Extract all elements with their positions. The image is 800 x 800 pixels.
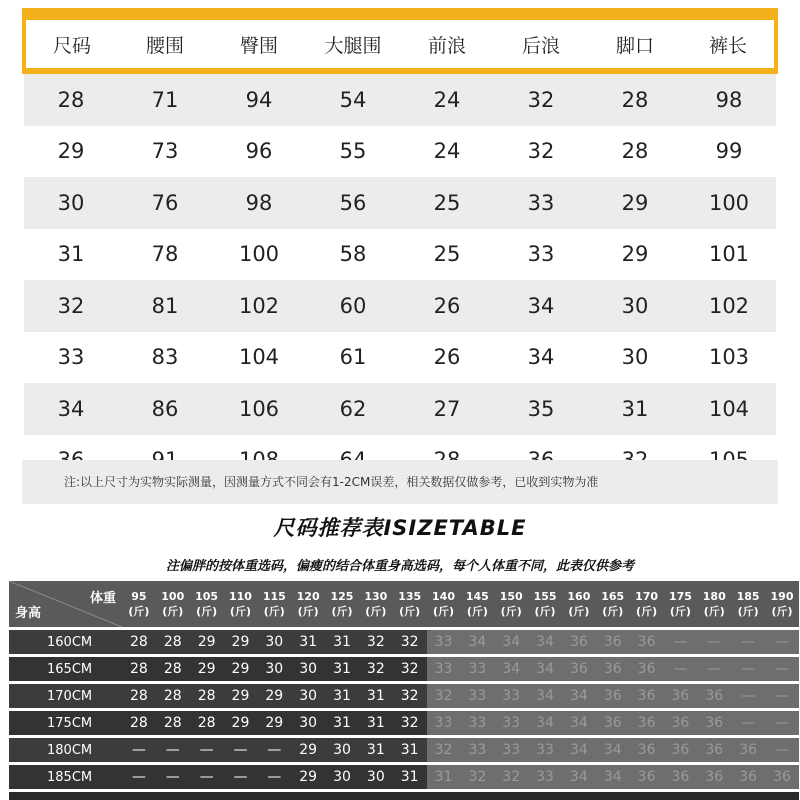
size-row: [24, 332, 776, 384]
recommended-size-cell: 34: [460, 630, 494, 657]
size-column-header: 脚口: [588, 14, 682, 71]
weight-column-header: [562, 581, 596, 630]
weight-header-row: [9, 581, 799, 630]
recommended-size-cell: 33: [460, 738, 494, 765]
recommended-size-cell: 36: [697, 765, 731, 792]
size-row: [24, 126, 776, 178]
measurement-note: 注:以上尺寸为实物实际测量，因测量方式不同会有1-2CM误差，相关数据仅做参考，已收到实物为准: [22, 460, 778, 504]
size-cell: 29: [588, 177, 682, 229]
weight-column-header: [427, 581, 461, 630]
recommended-size-cell: 36: [630, 684, 664, 711]
recommended-size-cell: 31: [325, 630, 359, 657]
recommended-size-cell: 36: [630, 711, 664, 738]
weight-value: 125: [330, 590, 354, 603]
recommended-size-cell: 34: [596, 765, 630, 792]
size-cell: 100: [682, 177, 776, 229]
recommended-size-cell: 32: [393, 630, 427, 657]
recommended-size-cell: 28: [156, 630, 190, 657]
size-cell: 26: [400, 332, 494, 384]
size-cell: 26: [400, 280, 494, 332]
weight-value: 110: [228, 590, 252, 603]
size-cell: 106: [212, 383, 306, 435]
recommended-size-cell: 32: [460, 765, 494, 792]
recommended-size-cell: —: [190, 765, 224, 792]
size-cell: 102: [212, 280, 306, 332]
weight-value: 190: [770, 590, 794, 603]
recommended-size-cell: 28: [122, 684, 156, 711]
size-column-header: 后浪: [494, 14, 588, 71]
size-cell: 24: [400, 71, 494, 126]
recommended-size-cell: 30: [291, 657, 325, 684]
recommended-size-cell: 29: [257, 684, 291, 711]
size-cell: 32: [494, 71, 588, 126]
weight-value: 170: [635, 590, 659, 603]
recommended-size-cell: 28: [156, 684, 190, 711]
recommended-size-cell: 28: [156, 657, 190, 684]
size-cell: 94: [212, 71, 306, 126]
recommended-size-cell: —: [765, 738, 799, 765]
recommended-size-cell: 31: [325, 657, 359, 684]
height-row: [9, 711, 799, 738]
recommended-size-cell: 36: [596, 684, 630, 711]
recommended-size-cell: 30: [325, 765, 359, 792]
recommended-size-cell: 34: [494, 630, 528, 657]
size-cell: 104: [212, 332, 306, 384]
weight-unit: (斤): [297, 605, 319, 618]
weight-value: 120: [296, 590, 320, 603]
weight-unit: (斤): [432, 605, 455, 618]
recommended-size-cell: 29: [257, 711, 291, 738]
recommended-size-cell: —: [190, 738, 224, 765]
recommended-size-cell: 36: [697, 684, 731, 711]
weight-column-header: [697, 581, 731, 630]
recommended-size-cell: —: [765, 711, 799, 738]
size-row: [24, 177, 776, 229]
weight-value: 180: [702, 590, 726, 603]
weight-unit: (斤): [534, 605, 556, 618]
recommended-size-cell: 36: [596, 630, 630, 657]
recommended-size-cell: 34: [528, 657, 562, 684]
recommended-size-cell: 34: [528, 684, 562, 711]
size-cell: 27: [400, 383, 494, 435]
size-cell: 103: [682, 332, 776, 384]
size-cell: 29: [24, 126, 118, 178]
size-column-header: 裤长: [682, 14, 776, 71]
recommended-size-cell: 36: [664, 765, 698, 792]
weight-unit: (斤): [466, 605, 488, 618]
weight-column-header: [325, 581, 359, 630]
recommended-size-cell: 33: [460, 684, 494, 711]
size-cell: 96: [212, 126, 306, 178]
recommendation-subtitle: 注偏胖的按体重选码，偏瘦的结合体重身高选码，每个人体重不同，此表仅供参考: [165, 559, 634, 574]
recommended-size-cell: 34: [494, 657, 528, 684]
size-cell: 33: [494, 177, 588, 229]
recommended-size-cell: —: [697, 657, 731, 684]
recommended-size-cell: 31: [359, 711, 393, 738]
size-cell: 60: [306, 280, 400, 332]
weight-column-header: [664, 581, 698, 630]
recommended-size-cell: 31: [393, 765, 427, 792]
weight-value: 145: [465, 590, 489, 603]
recommended-size-cell: 33: [494, 684, 528, 711]
weight-column-header: [731, 581, 765, 630]
recommended-size-cell: 32: [427, 684, 461, 711]
recommended-size-cell: 34: [562, 711, 596, 738]
recommended-size-cell: 36: [697, 738, 731, 765]
size-cell: 28: [588, 71, 682, 126]
size-cell: 25: [400, 229, 494, 281]
recommended-size-cell: 29: [224, 657, 258, 684]
weight-unit: (斤): [196, 605, 218, 618]
recommended-size-cell: 31: [325, 684, 359, 711]
weight-column-header: [224, 581, 258, 630]
size-cell: 24: [400, 126, 494, 178]
weight-value: 155: [533, 590, 557, 603]
size-cell: 99: [682, 126, 776, 178]
size-cell: 32: [494, 126, 588, 178]
recommended-size-cell: 36: [697, 711, 731, 738]
weight-value: 160: [567, 590, 591, 603]
weight-unit: (斤): [703, 605, 725, 618]
weight-column-header: [257, 581, 291, 630]
size-cell: 62: [306, 383, 400, 435]
size-column-header: 腰围: [118, 14, 212, 71]
recommended-size-cell: —: [731, 684, 765, 711]
recommended-size-cell: —: [664, 657, 698, 684]
size-column-header: 大腿围: [306, 14, 400, 71]
recommended-size-cell: 36: [765, 765, 799, 792]
size-cell: 28: [588, 126, 682, 178]
weight-column-header: [393, 581, 427, 630]
weight-value: 175: [668, 590, 692, 603]
recommended-size-cell: 33: [528, 738, 562, 765]
recommended-size-cell: 32: [494, 765, 528, 792]
weight-value: 95: [131, 590, 147, 603]
recommended-size-cell: 36: [562, 657, 596, 684]
recommended-size-cell: 33: [427, 711, 461, 738]
weight-value: 185: [736, 590, 760, 603]
size-cell: 33: [24, 332, 118, 384]
recommended-size-cell: 33: [427, 630, 461, 657]
recommended-size-cell: 33: [460, 657, 494, 684]
recommended-size-cell: 36: [731, 765, 765, 792]
weight-column-header: [122, 581, 156, 630]
size-cell: 58: [306, 229, 400, 281]
height-label: 185CM: [9, 765, 122, 792]
weight-unit: (斤): [399, 605, 421, 618]
recommended-size-cell: —: [731, 657, 765, 684]
recommended-size-cell: —: [122, 738, 156, 765]
weight-unit: (斤): [737, 605, 759, 618]
size-cell: 61: [306, 332, 400, 384]
recommended-size-cell: 32: [393, 711, 427, 738]
recommended-size-cell: —: [224, 765, 258, 792]
recommended-size-cell: 34: [562, 765, 596, 792]
size-cell: 34: [494, 280, 588, 332]
recommended-size-cell: 34: [562, 738, 596, 765]
recommended-size-cell: —: [731, 630, 765, 657]
recommended-size-cell: —: [664, 630, 698, 657]
recommended-size-cell: 29: [291, 738, 325, 765]
size-column-header: 臀围: [212, 14, 306, 71]
weight-value: 140: [432, 590, 455, 603]
recommended-size-cell: 34: [596, 738, 630, 765]
recommended-size-cell: 33: [528, 765, 562, 792]
size-cell: 30: [588, 280, 682, 332]
recommended-size-cell: 33: [494, 711, 528, 738]
recommended-size-cell: 29: [190, 630, 224, 657]
weight-unit: (斤): [229, 605, 251, 618]
recommended-size-cell: 30: [325, 738, 359, 765]
recommended-size-cell: 31: [393, 738, 427, 765]
size-cell: 34: [24, 383, 118, 435]
size-cell: 73: [118, 126, 212, 178]
recommended-size-cell: 31: [325, 711, 359, 738]
recommended-size-cell: —: [156, 765, 190, 792]
size-cell: 54: [306, 71, 400, 126]
size-cell: 25: [400, 177, 494, 229]
height-row: [9, 657, 799, 684]
height-row: [9, 684, 799, 711]
recommended-size-cell: —: [731, 711, 765, 738]
recommendation-body: [9, 630, 799, 792]
recommended-size-cell: 32: [393, 657, 427, 684]
size-cell: 76: [118, 177, 212, 229]
recommended-size-cell: 32: [393, 684, 427, 711]
recommendation-table: [9, 581, 799, 792]
height-axis-label: 身高: [15, 606, 42, 621]
recommended-size-cell: —: [122, 765, 156, 792]
recommended-size-cell: 36: [630, 765, 664, 792]
recommended-size-cell: 30: [291, 684, 325, 711]
recommended-size-cell: 29: [291, 765, 325, 792]
size-cell: 98: [212, 177, 306, 229]
recommended-size-cell: 28: [190, 711, 224, 738]
weight-unit: (斤): [771, 605, 793, 618]
height-row: [9, 765, 799, 792]
recommended-size-cell: 30: [291, 711, 325, 738]
recommended-size-cell: 31: [359, 684, 393, 711]
size-column-header: 前浪: [400, 14, 494, 71]
corner-cell: [9, 581, 122, 630]
recommended-size-cell: —: [765, 684, 799, 711]
recommended-size-cell: 33: [494, 738, 528, 765]
recommended-size-cell: 36: [630, 657, 664, 684]
weight-unit: (斤): [669, 605, 691, 618]
weight-value: 100: [161, 590, 185, 603]
recommended-size-cell: 36: [630, 630, 664, 657]
height-label: 175CM: [9, 711, 122, 738]
height-label: 165CM: [9, 657, 122, 684]
recommended-size-cell: 33: [460, 711, 494, 738]
recommended-size-cell: 29: [224, 684, 258, 711]
recommended-size-cell: 29: [190, 657, 224, 684]
height-row: [9, 738, 799, 765]
weight-unit: (斤): [500, 605, 522, 618]
recommended-size-cell: 36: [596, 657, 630, 684]
recommended-size-cell: 28: [122, 657, 156, 684]
weight-column-header: [359, 581, 393, 630]
weight-axis-label: 体重: [89, 591, 116, 606]
recommended-size-cell: —: [697, 630, 731, 657]
recommended-size-cell: 29: [224, 630, 258, 657]
recommended-size-cell: 36: [562, 630, 596, 657]
recommended-size-cell: 36: [731, 738, 765, 765]
size-chart-body: [24, 71, 776, 486]
weight-unit: (斤): [365, 605, 387, 618]
size-cell: 98: [682, 71, 776, 126]
size-cell: 30: [588, 332, 682, 384]
size-cell: 55: [306, 126, 400, 178]
recommended-size-cell: 30: [359, 765, 393, 792]
size-cell: 104: [682, 383, 776, 435]
size-cell: 71: [118, 71, 212, 126]
size-cell: 29: [588, 229, 682, 281]
recommended-size-cell: 28: [156, 711, 190, 738]
recommended-size-cell: —: [257, 738, 291, 765]
weight-unit: (斤): [128, 605, 150, 618]
height-row: [9, 630, 799, 657]
weight-column-header: [494, 581, 528, 630]
size-cell: 31: [24, 229, 118, 281]
recommended-size-cell: 28: [122, 630, 156, 657]
weight-value: 135: [398, 590, 422, 603]
size-row: [24, 229, 776, 281]
weight-column-header: [596, 581, 630, 630]
size-row: [24, 280, 776, 332]
size-row: [24, 71, 776, 126]
weight-column-header: [156, 581, 190, 630]
size-cell: 81: [118, 280, 212, 332]
weight-column-header: [190, 581, 224, 630]
recommended-size-cell: 30: [257, 630, 291, 657]
recommended-size-cell: 36: [664, 711, 698, 738]
size-chart-table: [22, 8, 778, 486]
size-cell: 31: [588, 383, 682, 435]
weight-unit: (斤): [263, 605, 285, 618]
weight-value: 150: [499, 590, 523, 603]
recommended-size-cell: 28: [190, 684, 224, 711]
recommended-size-cell: —: [765, 630, 799, 657]
height-label: 170CM: [9, 684, 122, 711]
weight-column-header: [528, 581, 562, 630]
size-cell: 30: [24, 177, 118, 229]
weight-column-header: [291, 581, 325, 630]
recommended-size-cell: 31: [427, 765, 461, 792]
recommended-size-cell: 31: [291, 630, 325, 657]
recommended-size-cell: 36: [664, 738, 698, 765]
weight-unit: (斤): [636, 605, 658, 618]
weight-value: 130: [364, 590, 388, 603]
recommended-size-cell: 31: [359, 738, 393, 765]
weight-column-header: [765, 581, 799, 630]
size-chart-header-row: [24, 14, 776, 71]
recommended-size-cell: 36: [596, 711, 630, 738]
recommendation-title: 尺码推荐表ISIZETABLE: [273, 516, 527, 540]
recommended-size-cell: —: [257, 765, 291, 792]
recommended-size-cell: —: [156, 738, 190, 765]
size-cell: 56: [306, 177, 400, 229]
weight-unit: (斤): [331, 605, 353, 618]
recommended-size-cell: 28: [122, 711, 156, 738]
size-cell: 32: [24, 280, 118, 332]
recommended-size-cell: 32: [359, 630, 393, 657]
weight-value: 165: [601, 590, 625, 603]
size-row: [24, 383, 776, 435]
size-cell: 28: [24, 71, 118, 126]
height-label: 160CM: [9, 630, 122, 657]
recommended-size-cell: —: [765, 657, 799, 684]
weight-unit: (斤): [602, 605, 624, 618]
height-label: 180CM: [9, 738, 122, 765]
recommended-size-cell: 34: [562, 684, 596, 711]
size-cell: 33: [494, 229, 588, 281]
size-cell: 78: [118, 229, 212, 281]
recommended-size-cell: 34: [528, 630, 562, 657]
weight-unit: (斤): [162, 605, 184, 618]
weight-column-header: [630, 581, 664, 630]
weight-unit: (斤): [568, 605, 590, 618]
size-cell: 83: [118, 332, 212, 384]
recommended-size-cell: 32: [427, 738, 461, 765]
weight-column-header: [460, 581, 494, 630]
size-cell: 102: [682, 280, 776, 332]
recommended-size-cell: 30: [257, 657, 291, 684]
weight-value: 105: [195, 590, 219, 603]
weight-value: 115: [262, 590, 286, 603]
size-cell: 86: [118, 383, 212, 435]
size-column-header: 尺码: [24, 14, 118, 71]
recommended-size-cell: 29: [224, 711, 258, 738]
size-cell: 34: [494, 332, 588, 384]
recommended-size-cell: 36: [630, 738, 664, 765]
recommended-size-cell: 34: [528, 711, 562, 738]
recommended-size-cell: 33: [427, 657, 461, 684]
size-cell: 101: [682, 229, 776, 281]
size-cell: 100: [212, 229, 306, 281]
size-cell: 35: [494, 383, 588, 435]
recommended-size-cell: 32: [359, 657, 393, 684]
recommended-size-cell: —: [224, 738, 258, 765]
recommended-size-cell: 36: [664, 684, 698, 711]
recommendation-table-container: [9, 581, 799, 800]
